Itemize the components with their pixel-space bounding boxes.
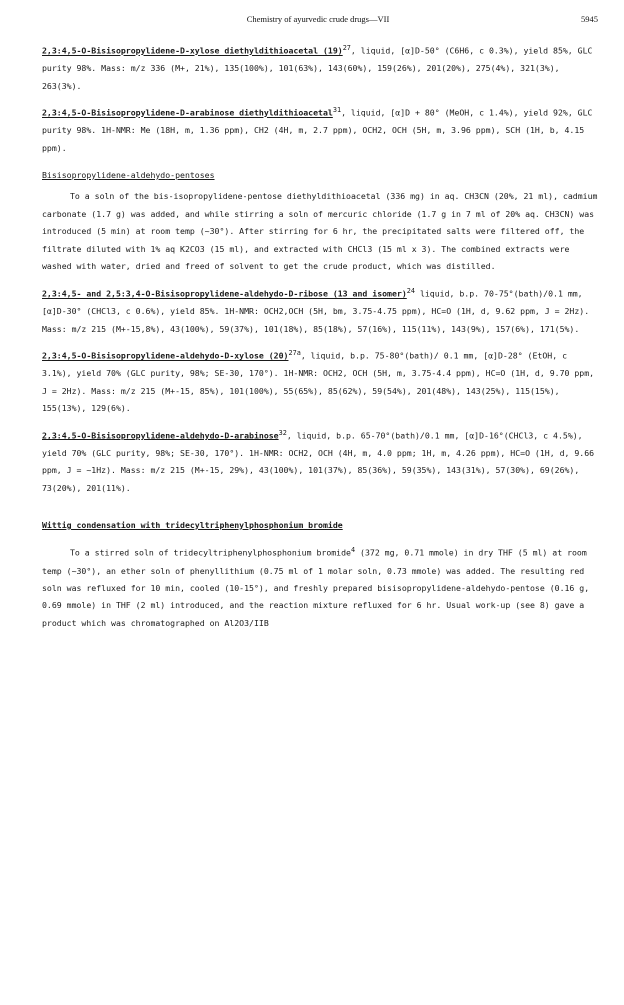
compound-name: 2,3:4,5-O-Bisisopropylidene-aldehydo-D-arabinose bbox=[42, 430, 279, 441]
compound-entry-ribose bbox=[42, 283, 598, 338]
procedure-paragraph bbox=[42, 188, 598, 275]
compound-name: 2,3:4,5- and 2,5:3,4-O-Bisisopropylidene-aldehydo-D-ribose (13 and isomer) bbox=[42, 289, 407, 300]
compound-entry-aldehydo-arabinose bbox=[42, 425, 598, 497]
compound-data: , liquid, [α]D + 80° (MeOH, c 1.4%), yield 92%, GLC purity 98%. 1H-NMR: Me (18H, m, 1.36 ppm), CH2 (4H, m, 2.7 ppm), OCH2, OCH (5H, m, 3.96 ppm), SCH (1H, b, 4.15 ppm). bbox=[42, 107, 593, 153]
entry-text bbox=[42, 425, 598, 497]
compound-data: , liquid, b.p. 65-70°(bath)/0.1 mm, [α]D-16°(CHCl3, c 4.5%), yield 70% (GLC purity, 98%; SE-30, 170°). 1H-NMR: OCH2, OCH (4H, m, 4.0 ppm; 1H, m, 4.26 ppm), HC=O (1H, d, 9.66 ppm, J = ~1Hz). Mass: m/z 215 (M+-15, 29%), 43(100%), 101(37%), 85(36%), 59(35%), 143(31%), 57(30%), 69(26%), 73(20%), 201(11%). bbox=[42, 430, 595, 493]
compound-entry-xylose-dithioacetal bbox=[42, 40, 598, 95]
reference-marker: 27 bbox=[342, 44, 351, 52]
paragraph-rest: (372 mg, 0.71 mmole) in dry THF (5 ml) at room temp (~30°), an ether soln of phenyllithium (0.75 ml of 1 molar soln, 0.73 mmole) was added. The resulting red soln was refluxed for 10 min, cooled (10-15°), and freshly prepared bisisopropylidene-aldehydo-pentose (0.16 g, 0.69 mmole) in THF (2 ml) introduced, and the reaction mixture refluxed for 6 hr. Usual work-up (see 8) gave a product which was chromatographed on Al2O3/IIB bbox=[42, 548, 590, 628]
article-body bbox=[42, 40, 598, 640]
reference-marker: 31 bbox=[332, 105, 342, 114]
compound-entry-arabinose-dithioacetal bbox=[42, 102, 598, 157]
compound-name: 2,3:4,5-O-Bisisopropylidene-aldehydo-D-xylose (20) bbox=[42, 351, 289, 362]
page-number: 5945 bbox=[581, 14, 598, 24]
compound-data: liquid, b.p. 70-75°(bath)/0.1 mm, [α]D-30° (CHCl3, c 0.6%), yield 85%. 1H-NMR: OCH2,OCH (5H, bm, 3.75-4.75 ppm), HC=O (1H, d, 9.62 ppm, J = 2Hz). Mass: m/z 215 (M+-15,8%), 43(100%), 59(37%), 101(18%), 85(18%), 57(16%), 115(11%), 143(9%), 157(6%), 171(5%). bbox=[42, 289, 590, 334]
compound-entry-aldehydo-xylose bbox=[42, 345, 598, 417]
section-heading-wittig: Wittig condensation with tridecyltriphenylphosphonium bromide bbox=[42, 520, 343, 531]
entry-text bbox=[42, 102, 598, 157]
entry-text bbox=[42, 40, 598, 95]
paragraph-lead: To a stirred soln of tridecyltriphenylphosphonium bromide bbox=[70, 548, 351, 559]
compound-data: , liquid, [α]D-50° (C6H6, c 0.3%), yield 85%, GLC purity 98%. Mass: m/z 336 (M+, 21%), 135(100%), 101(63%), 143(60%), 159(26%), 201(20%), 275(4%), 321(3%), 263(3%). bbox=[42, 45, 593, 91]
reference-marker: 4 bbox=[350, 546, 356, 555]
reference-marker: 32 bbox=[278, 428, 287, 437]
compound-name: 2,3:4,5-O-Bisisopropylidene-D-arabinose diethyldithioacetal bbox=[42, 107, 333, 118]
compound-name: 2,3:4,5-O-Bisisopropylidene-D-xylose diethyldithioacetal (19) bbox=[42, 45, 343, 56]
entry-text bbox=[42, 283, 598, 338]
entry-text bbox=[42, 345, 598, 417]
section-heading-aldehydo-pentoses: Bisisopropylidene-aldehydo-pentoses bbox=[42, 169, 215, 180]
reference-marker: 27a bbox=[288, 349, 301, 358]
paragraph-text bbox=[42, 542, 598, 632]
compound-data: , liquid, b.p. 75-80°(bath)/ 0.1 mm, [α]D-28° (EtOH, c 3.1%), yield 70% (GLC purity, 98%; SE-30, 170°). 1H-NMR: OCH2, OCH (5H, m, 3.75-4.4 ppm), HC=O (1H, d, 9.70 ppm, J = 2Hz). Mass: m/z 215 (M+-15, 85%), 101(100%), 55(65%), 85(62%), 59(54%), 201(48%), 143(25%), 115(15%), 155(13%), 129(6%). bbox=[42, 351, 595, 414]
running-title: Chemistry of ayurvedic crude drugs—VII bbox=[246, 14, 390, 24]
paragraph-text: To a soln of the bis-isopropylidene-pentose diethyldithioacetal (336 mg) in aq. CH3CN (20%, 21 ml), cadmium carbonate (1.7 g) was added, and while stirring a soln of mercuric chloride (1.7 g in 7 ml of 20% aq. CH3CN) was introduced (5 min) at room temp (~30°). After stirring for 6 hr, the precipitated salts were filtered off, the filtrate diluted with 1% aq K2CO3 (15 ml), and extracted with CHCl3 (15 ml x 3). The combined extracts were washed with water, dried and freed of solvent to get the crude product, which was distilled. bbox=[42, 191, 598, 271]
reference-marker: 24 bbox=[406, 287, 416, 296]
running-header bbox=[38, 14, 598, 28]
wittig-paragraph bbox=[42, 542, 598, 632]
